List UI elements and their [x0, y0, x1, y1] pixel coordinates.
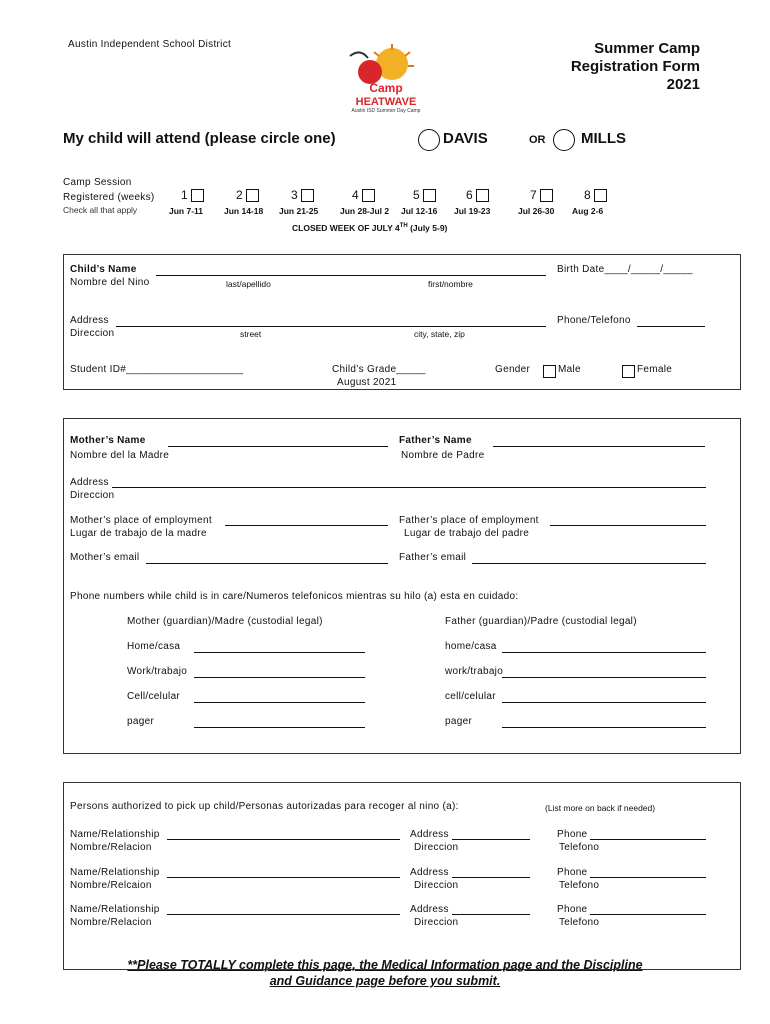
week-number: 8 — [584, 188, 591, 202]
child-address-label: Address — [70, 315, 109, 326]
davis-option: DAVIS — [443, 130, 488, 147]
pickup-address-es: Direccion — [414, 917, 459, 928]
week-checkbox[interactable] — [362, 189, 375, 202]
week-dates: Jul 26-30 — [518, 206, 555, 216]
pickup-phone-label: Phone — [557, 904, 588, 915]
pickup-name-es: Nombre/Relacion — [70, 842, 152, 853]
child-address-es: Direccion — [70, 328, 115, 339]
parents-address-label: Address — [70, 477, 109, 488]
week-dates: Jun 14-18 — [224, 206, 264, 216]
female-checkbox[interactable] — [622, 363, 635, 381]
city-hint: city, state, zip — [414, 329, 465, 339]
pickup-field[interactable] — [452, 839, 530, 840]
male-checkbox[interactable] — [543, 363, 556, 381]
logo-sub-text: Austin ISD Summer Day Camp — [351, 108, 421, 114]
title-line-2: Registration Form — [570, 58, 700, 75]
mother-phone-label: Work/trabajo — [127, 666, 188, 677]
father-name-label: Father’s Name — [399, 435, 472, 446]
pickup-address-label: Address — [410, 867, 449, 878]
week-checkbox[interactable] — [540, 189, 553, 202]
week-4-option[interactable] — [352, 188, 375, 202]
pickup-field[interactable] — [452, 914, 530, 915]
father-phone-field[interactable] — [502, 727, 706, 728]
district-name: Austin Independent School District — [68, 39, 232, 50]
week-number: 2 — [236, 188, 243, 202]
title-line-1: Summer Camp — [594, 40, 700, 57]
parents-info-box — [63, 418, 741, 754]
mother-guardian-label: Mother (guardian)/Madre (custodial legal) — [127, 616, 323, 627]
week-5-option[interactable] — [413, 188, 436, 202]
logo-heatwave-text: HEATWAVE — [355, 96, 417, 108]
week-7-option[interactable] — [530, 188, 553, 202]
parents-address-es: Direccion — [70, 490, 115, 501]
student-id-field[interactable]: Student ID#____________________ — [70, 364, 244, 375]
footer-line-2: and Guidance page before you submit. — [269, 974, 501, 988]
form-title — [571, 40, 700, 94]
father-phone-label: work/trabajo — [445, 666, 504, 677]
week-number: 4 — [352, 188, 359, 202]
pickup-name-es: Nombre/Relcaion — [70, 880, 152, 891]
father-phone-label: pager — [445, 716, 473, 727]
last-name-hint: last/apellido — [226, 279, 271, 289]
mother-name-es: Nombre del la Madre — [70, 450, 170, 461]
footer-line-1: **Please TOTALLY complete this page, the Medical Information page and the Discipline — [127, 958, 643, 972]
week-number: 1 — [181, 188, 188, 202]
grade-year: August 2021 — [337, 377, 397, 388]
pickup-field[interactable] — [590, 914, 706, 915]
pickup-phone-es: Telefono — [559, 842, 600, 853]
first-name-hint: first/nombre — [428, 279, 473, 289]
mother-work-label: Mother’s place of employment — [70, 515, 212, 526]
davis-circle[interactable] — [418, 129, 440, 151]
child-phone-label: Phone/Telefono — [557, 315, 631, 326]
father-phone-label: home/casa — [445, 641, 497, 652]
closed-sup: TH — [399, 223, 408, 230]
week-checkbox[interactable] — [246, 189, 259, 202]
week-3-option[interactable] — [291, 188, 314, 202]
pickup-phone-label: Phone — [557, 829, 588, 840]
week-1-option[interactable] — [181, 188, 204, 202]
logo-camp-text: Camp — [369, 81, 403, 95]
check-all-label: Check all that apply — [63, 205, 138, 215]
father-name-es: Nombre de Padre — [401, 450, 485, 461]
father-guardian-label: Father (guardian)/Padre (custodial legal) — [445, 616, 637, 627]
pickup-intro: Persons authorized to pick up child/Personas autorizadas para recoger al nino (a): — [70, 801, 459, 812]
father-email-label: Father’s email — [399, 552, 467, 563]
attend-prompt: My child will attend (please circle one) — [63, 130, 336, 147]
pickup-address-label: Address — [410, 829, 449, 840]
week-8-option[interactable] — [584, 188, 607, 202]
week-dates: Aug 2-6 — [572, 206, 604, 216]
pickup-note: (List more on back if needed) — [545, 803, 656, 813]
mother-work-es: Lugar de trabajo de la madre — [70, 528, 207, 539]
gender-label: Gender — [495, 364, 531, 375]
mother-email-label: Mother’s email — [70, 552, 140, 563]
mills-circle[interactable] — [553, 129, 575, 151]
week-dates: Jul 12-16 — [401, 206, 438, 216]
mother-phone-label: Cell/celular — [127, 691, 181, 702]
mother-email-field[interactable] — [146, 563, 388, 564]
camp-session-label: Camp Session — [63, 177, 132, 188]
pickup-name-label: Name/Relationship — [70, 867, 160, 878]
week-number: 7 — [530, 188, 537, 202]
mother-phone-field[interactable] — [194, 702, 365, 703]
pickup-name-label: Name/Relationship — [70, 904, 160, 915]
pickup-field[interactable] — [167, 877, 400, 878]
child-name-label: Child’s Name — [70, 264, 137, 275]
father-work-field[interactable] — [550, 525, 706, 526]
father-phone-label: cell/celular — [445, 691, 496, 702]
week-dates: Jul 19-23 — [454, 206, 491, 216]
closed-post: (July 5-9) — [407, 223, 448, 233]
mother-name-label: Mother’s Name — [70, 435, 146, 446]
week-checkbox[interactable] — [301, 189, 314, 202]
father-email-field[interactable] — [472, 563, 706, 564]
week-dates: Jun 7-11 — [169, 206, 204, 216]
pickup-address-es: Direccion — [414, 880, 459, 891]
mother-phone-field[interactable] — [194, 652, 365, 653]
week-6-option[interactable] — [466, 188, 489, 202]
closed-pre: CLOSED WEEK OF JULY 4 — [292, 223, 400, 233]
week-checkbox[interactable] — [594, 189, 607, 202]
week-2-option[interactable] — [236, 188, 259, 202]
week-checkbox[interactable] — [476, 189, 489, 202]
mother-phone-field[interactable] — [194, 677, 365, 678]
father-phone-field[interactable] — [502, 677, 706, 678]
pickup-field[interactable] — [590, 839, 706, 840]
child-address-field[interactable] — [116, 326, 546, 327]
father-phone-field[interactable] — [502, 702, 706, 703]
pickup-name-label: Name/Relationship — [70, 829, 160, 840]
female-label: Female — [637, 364, 673, 375]
phones-intro: Phone numbers while child is in care/Numeros telefonicos mientras su hilo (a) esta en cuidado: — [70, 591, 519, 602]
mother-name-field[interactable] — [168, 446, 388, 447]
pickup-phone-label: Phone — [557, 867, 588, 878]
or-label: OR — [529, 134, 546, 146]
camp-heatwave-logo — [340, 42, 432, 114]
pickup-address-es: Direccion — [414, 842, 459, 853]
child-name-es: Nombre del Nino — [70, 277, 150, 288]
week-dates: Jun 28-Jul 2 — [340, 206, 390, 216]
pickup-field[interactable] — [167, 914, 400, 915]
title-line-3: 2021 — [666, 76, 700, 93]
registered-weeks-label: Registered (weeks) — [63, 192, 155, 203]
closed-week-note — [292, 223, 447, 233]
parents-address-field[interactable] — [112, 487, 706, 488]
week-number: 6 — [466, 188, 473, 202]
pickup-phone-es: Telefono — [559, 917, 600, 928]
street-hint: street — [240, 329, 262, 339]
pickup-field[interactable] — [590, 877, 706, 878]
week-number: 5 — [413, 188, 420, 202]
pickup-address-label: Address — [410, 904, 449, 915]
pickup-field[interactable] — [167, 839, 400, 840]
child-name-field[interactable] — [156, 275, 546, 276]
father-work-es: Lugar de trabajo del padre — [404, 528, 530, 539]
father-work-label: Father’s place of employment — [399, 515, 539, 526]
birth-date-field[interactable]: Birth Date____/_____/_____ — [557, 264, 693, 275]
mills-option: MILLS — [581, 130, 626, 147]
week-checkbox[interactable] — [191, 189, 204, 202]
mother-phone-label: Home/casa — [127, 641, 181, 652]
week-checkbox[interactable] — [423, 189, 436, 202]
mother-phone-label: pager — [127, 716, 155, 727]
pickup-name-es: Nombre/Relacion — [70, 917, 152, 928]
mother-phone-field[interactable] — [194, 727, 365, 728]
male-label: Male — [558, 364, 581, 375]
pickup-phone-es: Telefono — [559, 880, 600, 891]
week-dates: Jun 21-25 — [279, 206, 319, 216]
mother-work-field[interactable] — [225, 525, 388, 526]
pickup-field[interactable] — [452, 877, 530, 878]
father-phone-field[interactable] — [502, 652, 706, 653]
child-grade-field[interactable]: Child’s Grade_____ — [332, 364, 426, 375]
week-number: 3 — [291, 188, 298, 202]
father-name-field[interactable] — [493, 446, 705, 447]
child-phone-field[interactable] — [637, 326, 705, 327]
